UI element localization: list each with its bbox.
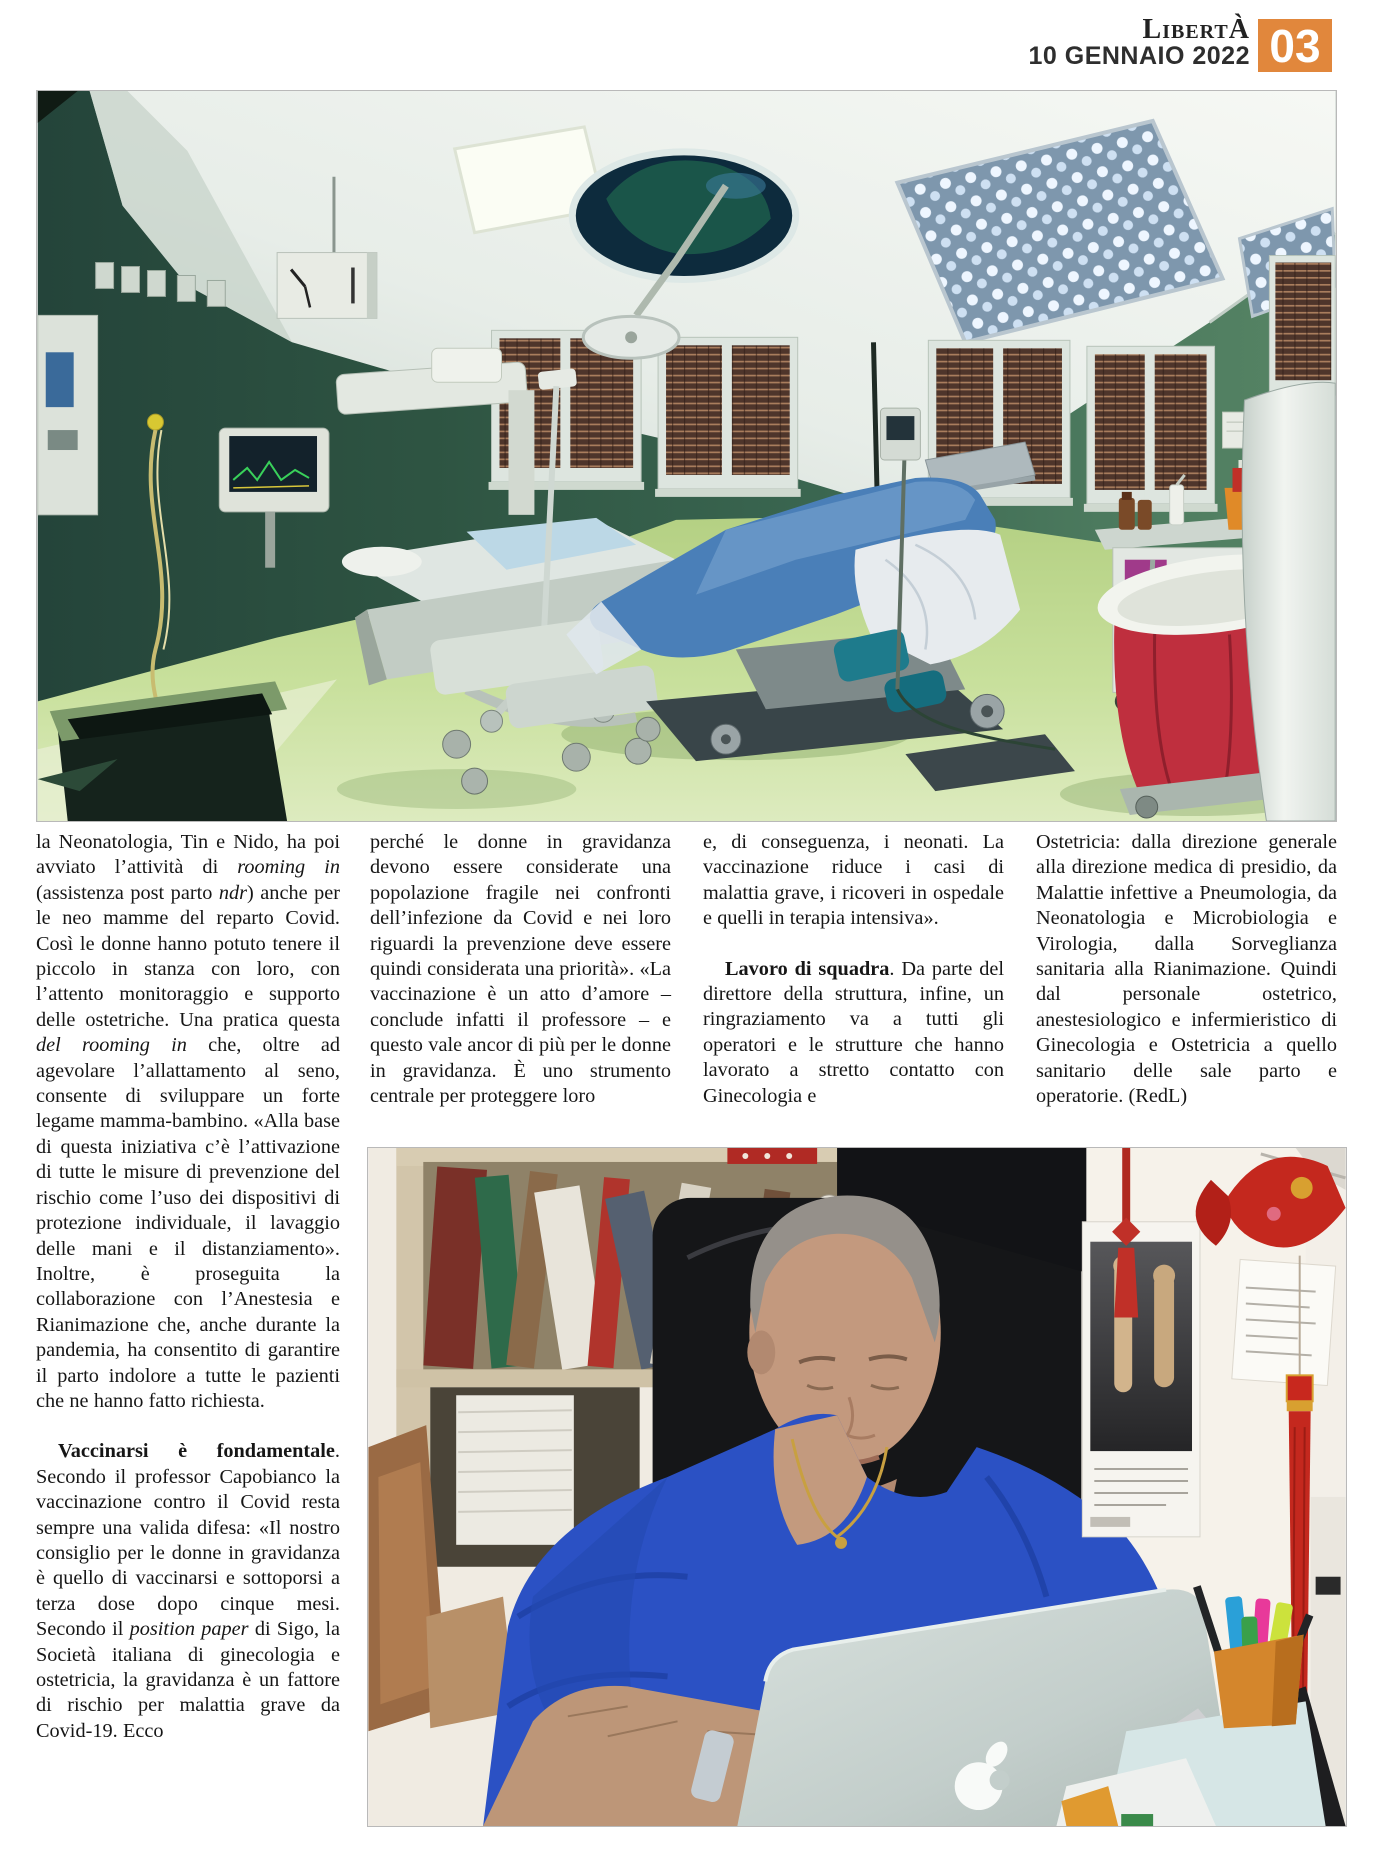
article-text-segment: perché le donne in gravidanza devono essere considerate una popolazione fragile nei confronti dell’infezione da Covid e nei loro riguardi la prevenzione deve essere quindi considerata una priorità». «La vaccinazione è un atto d’amore – conclude infatti il professore – e questo vale ancor di più per le donne in gravidanza. È uno strumento centrale per proteggere loro (370, 831, 671, 1108)
article-text-segment: . Da parte del direttore della struttura, infine, un ringraziamento va a tutti gli operatori e le strutture che hanno lavorato a stretto contatto con Ginecologia e (703, 957, 1005, 1107)
article-text-segment: ndr (218, 881, 248, 904)
page-number-badge (1258, 19, 1332, 72)
article-text-segment: position paper (129, 1618, 249, 1641)
wall-clock (277, 253, 377, 319)
issue-date: 10 GENNAIO 2022 (1028, 42, 1250, 70)
article-text-segment: (assistenza post parto (36, 881, 219, 904)
page-number: 03 (1269, 19, 1321, 72)
article-text-segment: che, oltre ad agevolare l’allattamento al seno, consente di sviluppare un forte legame mamma-bambino. «Alla base di questa iniziativa c’è l’attivazione di tutte le misure di prevenzione del rischio come l’uso dei dispositivi di protezione individuale, il lavaggio delle mani e il distanziamento». Inoltre, è proseguita la collaborazione con l’Anestesia e Rianimazione che, anche durante la pandemia, ha consentito di garantire il parto indolore a tutte le pazienti che ne hanno fatto richiesta. (36, 1034, 341, 1412)
article-text-segment: rooming in (237, 856, 340, 879)
article-text-segment: ) anche per le neo mamme del reparto Covid. Così le donne hanno potuto tenere il piccolo in stanza con loro, con l’attento monitoraggio e supporto delle ostetriche. Una pratica questa (36, 881, 340, 1031)
article-text-segment: del rooming in (36, 1034, 187, 1057)
article-text-segment: Ostetricia: dalla direzione generale alla direzione medica di presidio, da Malattie infettive a Pneumologia, da Neonatologia e Microbiologia e Virologia, dalla Sorveglianza sanitaria alla Rianimazione. Quindi dal personale ostetrico, anestesiologico e infermieristico di Ginecologia e Ostetricia a quello sanitario delle sale parto e operatorie. (RedL) (1036, 831, 1337, 1108)
doctor-at-desk-photo (367, 1147, 1347, 1827)
article-text-segment: la Neonatologia, Tin e Nido, ha poi avviato l’attività di (36, 831, 340, 879)
hospital-delivery-room-photo (36, 90, 1337, 822)
article-text-segment: Lavoro di squadra (725, 957, 890, 980)
article-text-segment: . Secondo il professor Capobianco la vaccinazione contro il Covid resta sempre una valida difesa: «Il nostro consiglio per le donne in gravidanza è quello di vaccinarsi e sottoporsi a terza dose dopo cinque mesi. Secondo il (36, 1440, 340, 1641)
article-text-segment: di Sigo, la Società italiana di ginecologia e ostetricia, la gravidanza è un fattore di rischio per malattia grave da Covid-19. Ecco (36, 1618, 340, 1742)
article-text-segment: Vaccinarsi è fondamentale (58, 1440, 335, 1463)
article-text-segment: e, di conseguenza, i neonati. La vaccinazione riduce i casi di malattia grave, i ricoveri in ospedale e quelli in terapia intensiva». (703, 831, 1004, 930)
article-column-4 (1036, 830, 1337, 1109)
article-column-2 (370, 830, 671, 1109)
newspaper-masthead: LibertÀ (1142, 14, 1250, 45)
article-column-1 (36, 830, 340, 1744)
article-column-3 (703, 830, 1004, 1109)
